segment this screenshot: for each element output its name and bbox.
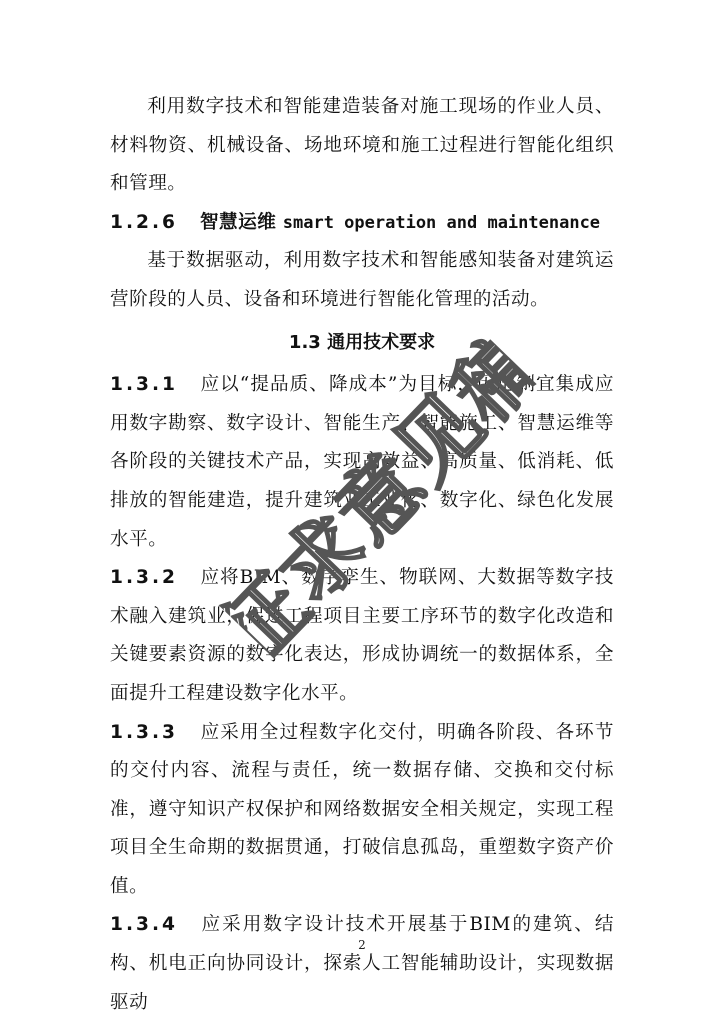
section-title-english: smart operation and maintenance xyxy=(282,212,601,233)
clause-number: 1.3.4 xyxy=(110,914,178,936)
page-number: 2 xyxy=(358,938,366,952)
clause-text: 应以“提品质、降成本”为目标，因地制宜集成应用数字勘察、数字设计、智能生产、智能施工、智慧运维等各阶段的关键技术产品，实现高效益、高质量、低消耗、低排放的智能建造，提升建筑业工业化、数字化、绿色化发展水平。 xyxy=(110,374,614,550)
clause-text: 应采用全过程数字化交付，明确各阶段、各环节的交付内容、流程与责任，统一数据存储、交换和交付标准，遵守知识产权保护和网络数据安全相关规定，实现工程项目全生命期的数据贯通，打破信息孤岛，重塑数字资产价值。 xyxy=(110,721,614,897)
section-1-2-6-heading xyxy=(110,204,614,243)
clause-1-3-1 xyxy=(110,366,614,559)
clause-number: 1.3.3 xyxy=(110,721,178,743)
clause-1-3-4 xyxy=(110,906,614,1022)
section-number: 1.2.6 xyxy=(110,211,178,233)
clause-number: 1.3.1 xyxy=(110,374,178,396)
paragraph-intelligent-construction-management xyxy=(110,88,614,204)
paragraph-text: 利用数字技术和智能建造装备对施工现场的作业人员、材料物资、机械设备、场地环境和施工过程进行智能化组织和管理。 xyxy=(110,96,614,195)
clause-text: 应采用数字设计技术开展基于BIM的建筑、结构、机电正向协同设计，探索人工智能辅助设计，实现数据驱动 xyxy=(110,914,614,1013)
section-1-3-heading: 1.3 通用技术要求 xyxy=(288,331,436,353)
svg-text:（征求意见稿）: （征求意见稿） xyxy=(199,313,557,677)
document-body xyxy=(110,88,614,1022)
paragraph-smart-operation-definition xyxy=(110,242,614,319)
clause-text: 应将BIM、数字孪生、物联网、大数据等数字技术融入建筑业，促进工程项目主要工序环节的数字化改造和关键要素资源的数字化表达，形成协调统一的数据体系，全面提升工程建设数字化水平。 xyxy=(110,567,614,704)
clause-1-3-2 xyxy=(110,559,614,713)
section-title: 智慧运维 xyxy=(199,211,277,233)
clause-1-3-3 xyxy=(110,714,614,907)
paragraph-text: 基于数据驱动，利用数字技术和智能感知装备对建筑运营阶段的人员、设备和环境进行智能化管理的活动。 xyxy=(110,250,614,310)
clause-number: 1.3.2 xyxy=(110,567,178,589)
